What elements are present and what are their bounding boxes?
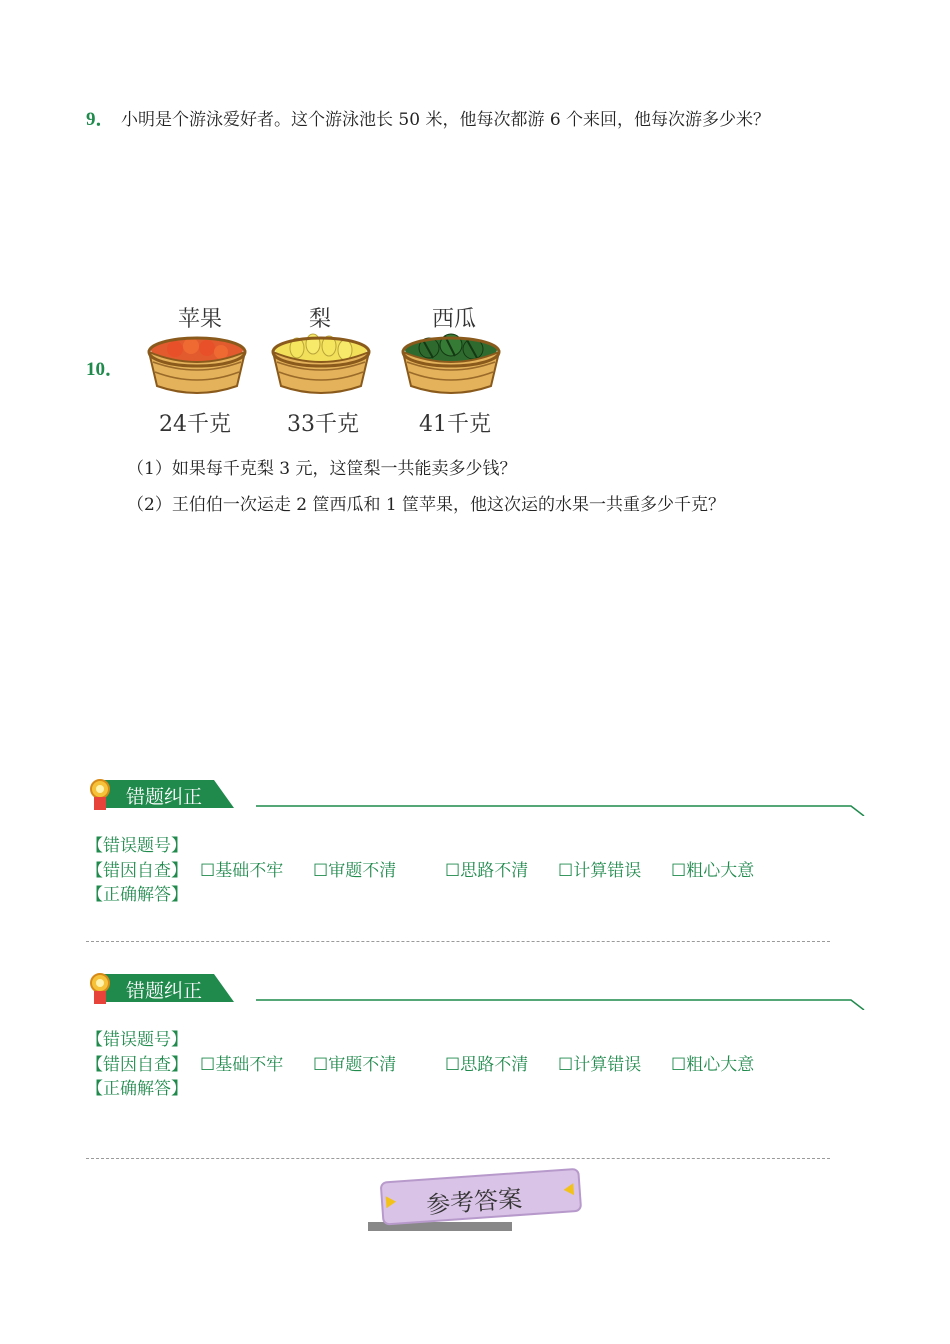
question-10-part-1: （1）如果每千克梨 3 元，这筐梨一共能卖多少钱？: [127, 459, 517, 479]
option-foundation-1[interactable]: ☐基础不牢: [200, 861, 284, 881]
question-9-text: 小明是个游泳爱好者。这个游泳池长 50 米，他每次都游 6 个来回，他每次游多少米？: [121, 110, 771, 130]
fruit-name-pear: 梨: [308, 307, 331, 332]
option-misread-2[interactable]: ☐审题不清: [313, 1055, 397, 1075]
question-10-number: 10．: [86, 359, 125, 380]
error-cause-label-2: 【错因自查】: [86, 1055, 188, 1075]
apple-basket-icon: [149, 338, 245, 393]
divider-1: [86, 941, 830, 942]
option-careless-1[interactable]: ☐粗心大意: [671, 861, 755, 881]
correction-title-2: 错题纠正: [126, 980, 203, 1002]
option-misread-1[interactable]: ☐审题不清: [313, 861, 397, 881]
option-unclear-thinking-2[interactable]: ☐思路不清: [445, 1055, 529, 1075]
correct-answer-label-1: 【正确解答】: [86, 885, 188, 905]
correction-title-1: 错题纠正: [126, 786, 203, 808]
correction-header-1: [86, 776, 866, 816]
option-calculation-error-1[interactable]: ☐计算错误: [558, 861, 642, 881]
wrong-question-number-label-2: 【错误题号】: [86, 1030, 188, 1050]
pear-basket-icon: [273, 334, 369, 393]
question-10-part-2: （2）王伯伯一次运走 2 筐西瓜和 1 筐苹果，他这次运的水果一共重多少千克？: [127, 495, 726, 515]
question-9-number: 9．: [86, 109, 115, 130]
option-careless-2[interactable]: ☐粗心大意: [671, 1055, 755, 1075]
fruit-weight-apple: 24千克: [159, 412, 231, 437]
wrong-question-number-label-1: 【错误题号】: [86, 836, 188, 856]
option-unclear-thinking-1[interactable]: ☐思路不清: [445, 861, 529, 881]
correction-header-2: [86, 970, 866, 1010]
error-cause-label-1: 【错因自查】: [86, 861, 188, 881]
fruit-weight-watermelon: 41千克: [419, 412, 491, 437]
watermelon-basket-icon: [403, 334, 499, 393]
fruit-weight-pear: 33千克: [287, 412, 359, 437]
option-calculation-error-2[interactable]: ☐计算错误: [558, 1055, 642, 1075]
fruit-baskets-illustration: [145, 328, 505, 403]
fruit-name-apple: 苹果: [177, 307, 222, 332]
fruit-name-watermelon: 西瓜: [431, 307, 476, 332]
divider-2: [86, 1158, 830, 1159]
medal-icon: [88, 972, 112, 1006]
option-foundation-2[interactable]: ☐基础不牢: [200, 1055, 284, 1075]
correct-answer-label-2: 【正确解答】: [86, 1079, 188, 1099]
medal-icon: [88, 778, 112, 812]
answer-banner-label: 参考答案: [425, 1184, 524, 1220]
answer-banner: [366, 1168, 586, 1234]
